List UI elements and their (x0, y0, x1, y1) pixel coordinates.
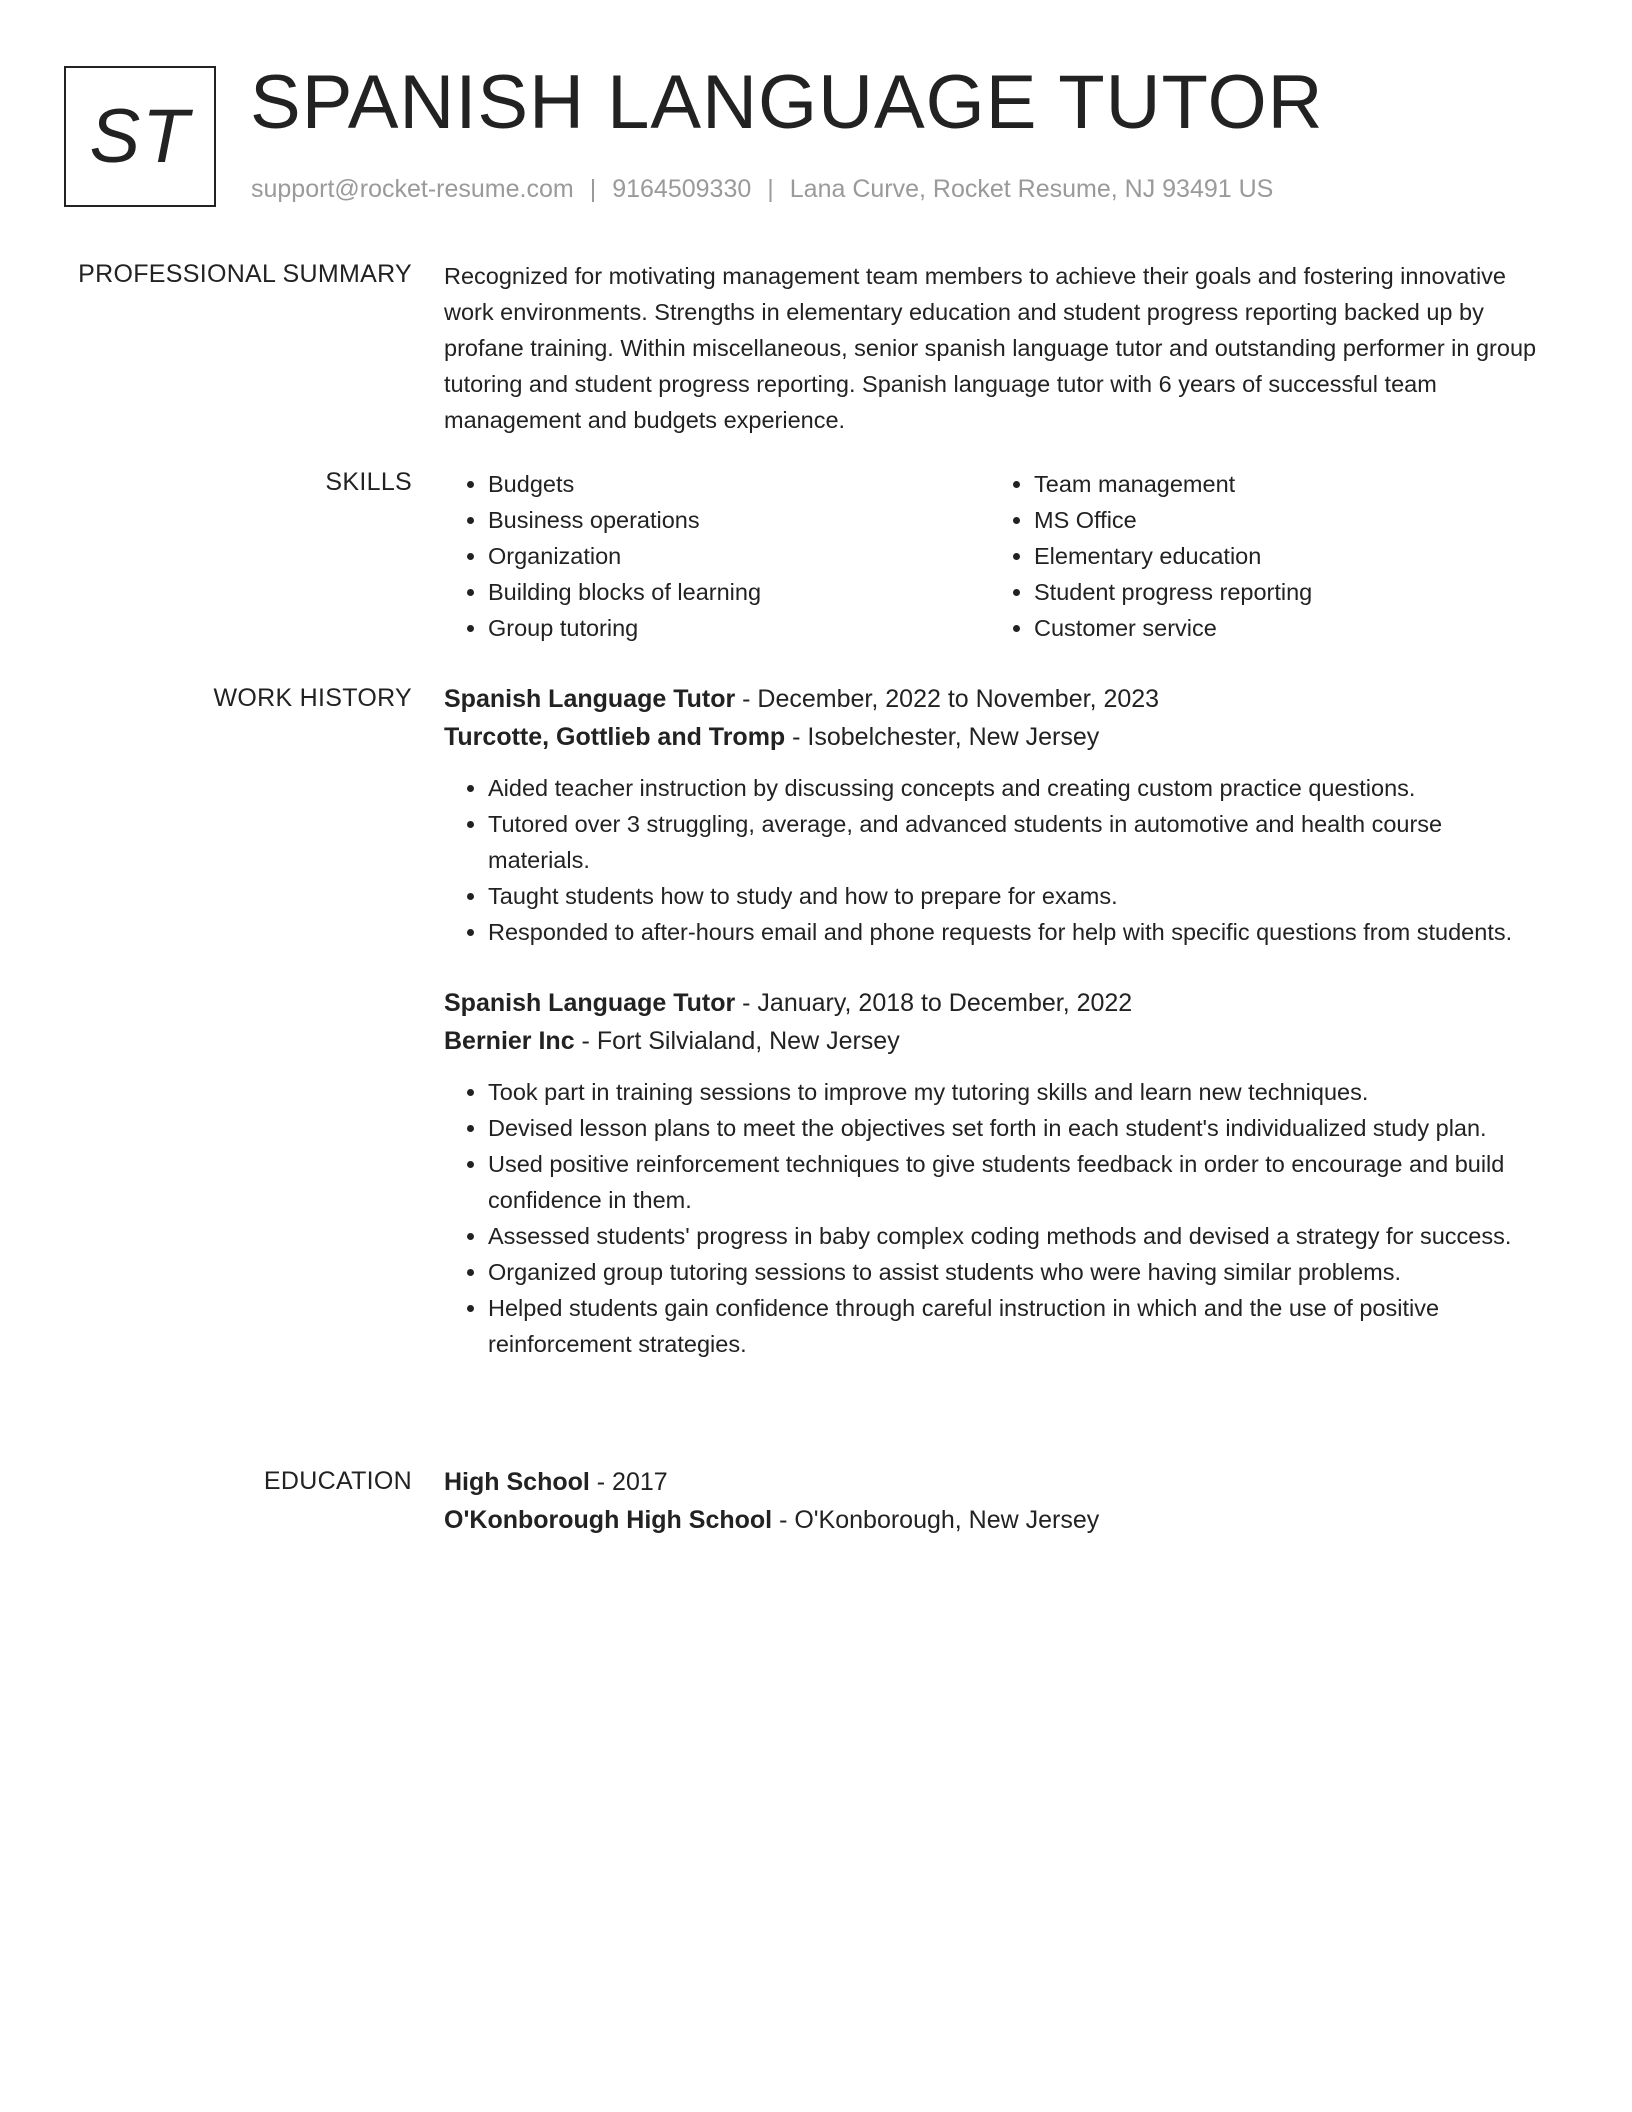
work-history-content (444, 680, 1544, 1396)
skills-column-left (444, 466, 990, 646)
job-title-line (444, 984, 1544, 1022)
section-label-summary: PROFESSIONAL SUMMARY (78, 260, 412, 288)
skill-item: • Group tutoring (488, 610, 990, 646)
job-location: - Fort Silvialand, New Jersey (574, 1027, 900, 1055)
skill-item: • Business operations (488, 502, 990, 538)
education-degree-line (444, 1463, 1544, 1501)
summary-text: Recognized for motivating management team members to achieve their goals and fostering innovative work environments. Strengths in elementary education and student progress reporting backed up by profane training. Within miscellaneous, senior spanish language tutor and outstanding performer in group tutoring and student progress reporting. Spanish language tutor with 6 years of successful team management and budgets experience. (444, 263, 1537, 433)
job-bullet: • Devised lesson plans to meet the objectives set forth in each student's individualized study plan. (488, 1110, 1544, 1146)
contact-email[interactable]: support@rocket-resume.com (251, 175, 574, 203)
education-content (444, 1463, 1544, 1553)
section-label-skills: SKILLS (325, 468, 412, 496)
contact-separator: | (767, 175, 774, 203)
contact-separator: | (589, 175, 597, 203)
education-location: - O'Konborough, New Jersey (772, 1506, 1100, 1534)
job-bullet: • Used positive reinforcement techniques to give students feedback in order to encourage and build confidence in them. (488, 1146, 1544, 1218)
job-company-line (444, 718, 1544, 756)
skill-item: • Building blocks of learning (488, 574, 990, 610)
job-dates: - January, 2018 to December, 2022 (735, 989, 1133, 1017)
skill-item: • Organization (488, 538, 990, 574)
skill-item: • Customer service (1034, 610, 1536, 646)
job-bullets (444, 770, 1544, 950)
job-bullet: • Helped students gain confidence through careful instruction in which and the use of positive reinforcement strategies. (488, 1290, 1544, 1362)
job-title: Spanish Language Tutor (444, 989, 736, 1017)
job-bullet: • Organized group tutoring sessions to assist students who were having similar problems. (488, 1254, 1544, 1290)
skills-grid (444, 466, 1544, 646)
job-bullets (444, 1074, 1544, 1362)
job-company-line (444, 1022, 1544, 1060)
job-bullet: • Took part in training sessions to improve my tutoring skills and learn new techniques. (488, 1074, 1544, 1110)
job-location: - Isobelchester, New Jersey (785, 723, 1100, 751)
skill-item: • Student progress reporting (1034, 574, 1536, 610)
job-dates: - December, 2022 to November, 2023 (735, 685, 1160, 713)
education-school: O'Konborough High School (444, 1506, 773, 1534)
skills-list-right (990, 466, 1536, 646)
contact-phone[interactable]: 9164509330 (612, 175, 752, 203)
skill-item: • Budgets (488, 466, 990, 502)
skill-item: • MS Office (1034, 502, 1536, 538)
job-bullet: • Tutored over 3 struggling, average, and advanced students in automotive and health course materials. (488, 806, 1544, 878)
education-school-line (444, 1501, 1544, 1539)
job-bullet: • Taught students how to study and how to prepare for exams. (488, 878, 1544, 914)
resume-title: SPANISH LANGUAGE TUTOR (250, 60, 1324, 145)
job-entry (444, 680, 1544, 950)
monogram-badge (64, 66, 216, 207)
job-title: Spanish Language Tutor (444, 685, 736, 713)
skill-item: • Team management (1034, 466, 1536, 502)
skill-item: • Elementary education (1034, 538, 1536, 574)
job-bullet: • Responded to after-hours email and phone requests for help with specific questions from students. (488, 914, 1544, 950)
job-title-line (444, 680, 1544, 718)
job-entry (444, 984, 1544, 1362)
section-label-work-history: WORK HISTORY (213, 684, 412, 712)
job-bullet: • Aided teacher instruction by discussing concepts and creating custom practice questions. (488, 770, 1544, 806)
skills-content (444, 466, 1544, 646)
section-label-education: EDUCATION (263, 1467, 412, 1495)
monogram-initials: ST (89, 93, 191, 179)
job-company: Turcotte, Gottlieb and Tromp (444, 723, 786, 751)
job-company: Bernier Inc (444, 1027, 575, 1055)
education-degree: High School (444, 1468, 590, 1496)
job-bullet: • Assessed students' progress in baby complex coding methods and devised a strategy for success. (488, 1218, 1544, 1254)
contact-line (251, 174, 1273, 204)
skills-list-left (444, 466, 990, 646)
summary-content (444, 258, 1544, 438)
contact-address: Lana Curve, Rocket Resume, NJ 93491 US (789, 175, 1274, 203)
skills-column-right (990, 466, 1536, 646)
education-year: - 2017 (589, 1468, 668, 1496)
